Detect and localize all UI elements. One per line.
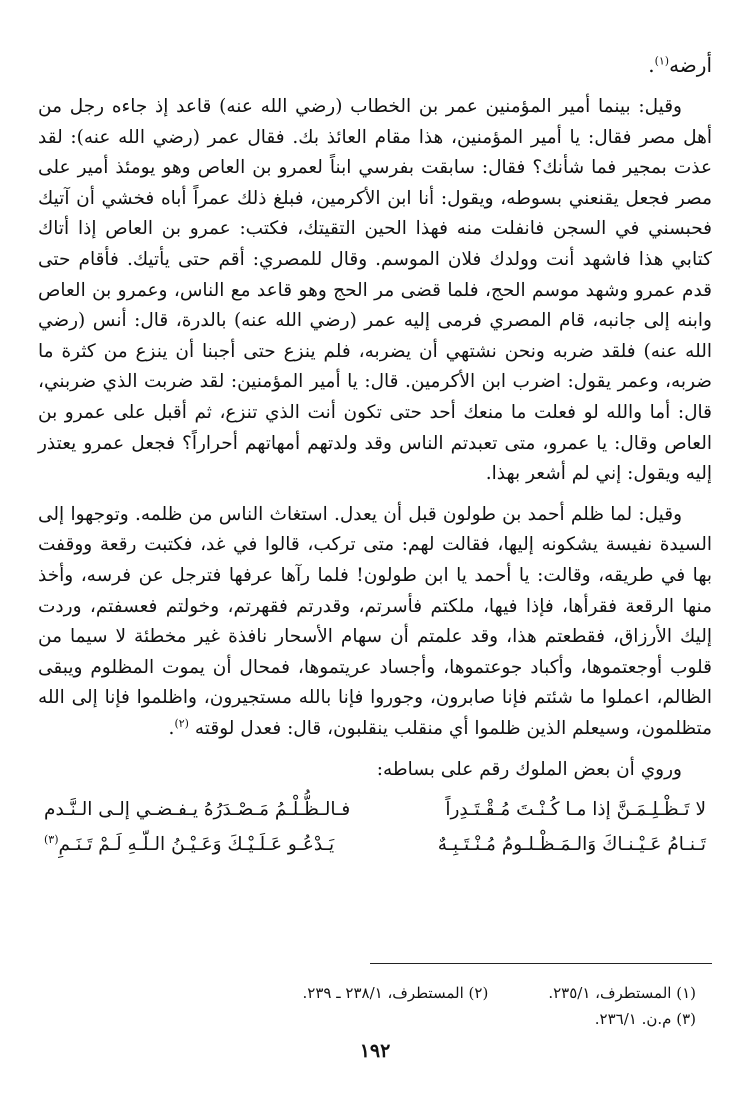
text-line: قلوب أوجعتموها، وأكباد جوعتموها، وأجساد عريتموها، فمحال أن يموت المظلوم ويبقى [38, 656, 712, 678]
verse-first-hemistich: تَـنـامُ عَـيْـنـاكَ وَالـمَـظْـلـومُ مُـنْـتَـبِـهٌ [437, 834, 706, 856]
text-line: وعمر يقول: اضرب ابن الأكرمين. قال: يا أمير المؤمنين: لقد ضربت الذي ضربني، قال: [38, 371, 712, 423]
text-line: وقيل: لما ظلم أحمد بن طولون قبل أن يعدل. استغاث الناس من ظلمه. وتوجهوا [70, 503, 683, 525]
hemistich-text: فـالـظُّـلْـمُ مَـصْـدَرُهُ يـفـضـي إلـى الـنَّـدم [44, 799, 351, 821]
text-line: عنه) فلقد ضربه ونحن نشتهي أن يضربه، فلم ينزع حتى أجبنا أن ينزع من كثرة ما ضربه، [38, 340, 712, 393]
verse-first-hemistich: لا تَـظْـلِـمَـنَّ إذا مـا كُـنْـتَ مُـقْـتَـدِراً [445, 799, 706, 821]
text-line: وقال: يا عمرو، متى تعبدتم الناس وقد ولدتهم أمهاتهم أحراراً؟ فجعل عمرو يعتذر إليه [38, 432, 712, 485]
continuation-end: . [648, 53, 655, 77]
footnote-text: المستطرف، ٢٣٥/١. [548, 984, 672, 1002]
text-line: إلى السيدة نفيسة يشكونه إليها، فقالت لهم: متى تركب، قالوا في غد، فكتبت رقعة ووقفت [38, 503, 712, 556]
footnote-1 [548, 980, 696, 1006]
footnote-row-1 [150, 980, 696, 1006]
text-line: أما والله لو فعلت ما منعك أحد حتى تكون أنت الذي تنزع، ثم أقبل على عمرو بن العاص [38, 401, 712, 454]
page-body [38, 48, 712, 862]
footnote-divider [370, 963, 712, 964]
text-line: مصر فجعل يقنعني بسوطه، ويقول: أنا ابن الأكرمين، فبلغ ذلك عمراً أباه فخشي أن آتيك [38, 187, 712, 209]
continuation-text: أرضه [669, 53, 712, 77]
footnote-row-2 [150, 1006, 696, 1032]
text-line: عمرو وشهد موسم الحج، فلما قضى مر الحج وهو قاعد مع الناس، وعمرو بن العاص [38, 279, 676, 301]
footnote-ref-3: (٣) [44, 833, 59, 847]
verse-second-hemistich [44, 792, 350, 827]
page-number: ١٩٢ [359, 1040, 391, 1062]
paragraph-ibn-tulun-story [38, 500, 712, 745]
footnote-ref-1: (١) [654, 54, 670, 68]
text-line: وقيل: بينما أمير المؤمنين عمر بن الخطاب (رضي الله عنه) قاعد إذ جاءه رجل من [38, 96, 682, 117]
footnote-3 [595, 1006, 696, 1032]
text-line: هذا فاشهد أنت وولدك فلان الموسم. وقال للمصري: أقم حتى يأتيك. فأقام حتى قدم [38, 248, 712, 301]
footnote-ref-2: (٢) [174, 716, 189, 730]
poem-intro: وروي أن بعض الملوك رقم على بساطه: [376, 759, 682, 781]
continuation-line [38, 48, 712, 82]
poem [44, 792, 706, 862]
verse-second-hemistich [44, 827, 334, 862]
text-line: متظلمون، وسيعلم الذين ظلموا أي منقلب ينقلبون، قال: فعدل لوقته [194, 717, 712, 739]
text-line: فحبسني في السجن فانفلت منه فهذا الحين التقيتك، فكتب: عمرو بن العاص إذا أتاك كتابي [38, 218, 712, 270]
footnote-number: (٣) [676, 1010, 696, 1028]
hemistich-text: يَـدْعُـو عَـلَـيْـكَ وَعَـيْـنُ الـلّـهِ لَـمْ تَـنَـمِ [58, 834, 335, 856]
text-line: ويقول: إني لم أشعر بهذا. [485, 463, 680, 485]
footnote-number: (٢) [468, 984, 489, 1002]
text-line: الظالم، اعملوا ما شئتم فإنا صابرون، وجوروا فإنا بالله مستجيرون، واظلموا فإنا إلى الله [38, 687, 712, 709]
text-line: وابنه إلى جانبه، قام المصري فرمى إليه عمر (رضي الله عنه) بالدرة، قال: أنس (رضي الله [38, 310, 712, 362]
footnote-text: م.ن. ٢٣٦/١. [594, 1010, 672, 1028]
poem-verse [44, 827, 706, 862]
footnotes [150, 980, 696, 1032]
paragraph-end: . [168, 717, 175, 739]
text-line: عذت بمجير فما شأنك؟ فقال: سابقت بفرسي ابناً لعمرو بن العاص وهو يومئذ أمير على [38, 157, 712, 179]
text-line: أهل مصر فقال: يا أمير المؤمنين، هذا مقام العائذ بك. فقال عمر (رضي الله عنه): لقد [38, 126, 712, 148]
text-line: بها في طريقه، وقالت: يا أحمد يا ابن طولون! فلما رآها عرفها فترجل عن فرسه، وأخذ [38, 564, 712, 586]
text-line: إليك الأرزاق، فقطعتم هذا، وقد علمتم أن سهام الأسحار نافذة غير مخطئة لا سيما من [38, 626, 712, 648]
text-line: منها الرقعة فقرأها، فإذا فيها، ملكتم فأسرتم، وقدرتم فقهرتم، وخولتم فعسفتم، وردت [38, 595, 712, 617]
footnote-2 [303, 980, 489, 1006]
paragraph-umar-story [38, 92, 712, 490]
footnote-text: المستطرف، ٢٣٨/١ ـ ٢٣٩. [302, 984, 464, 1002]
poem-verse [44, 792, 706, 827]
footnote-number: (١) [676, 984, 696, 1002]
